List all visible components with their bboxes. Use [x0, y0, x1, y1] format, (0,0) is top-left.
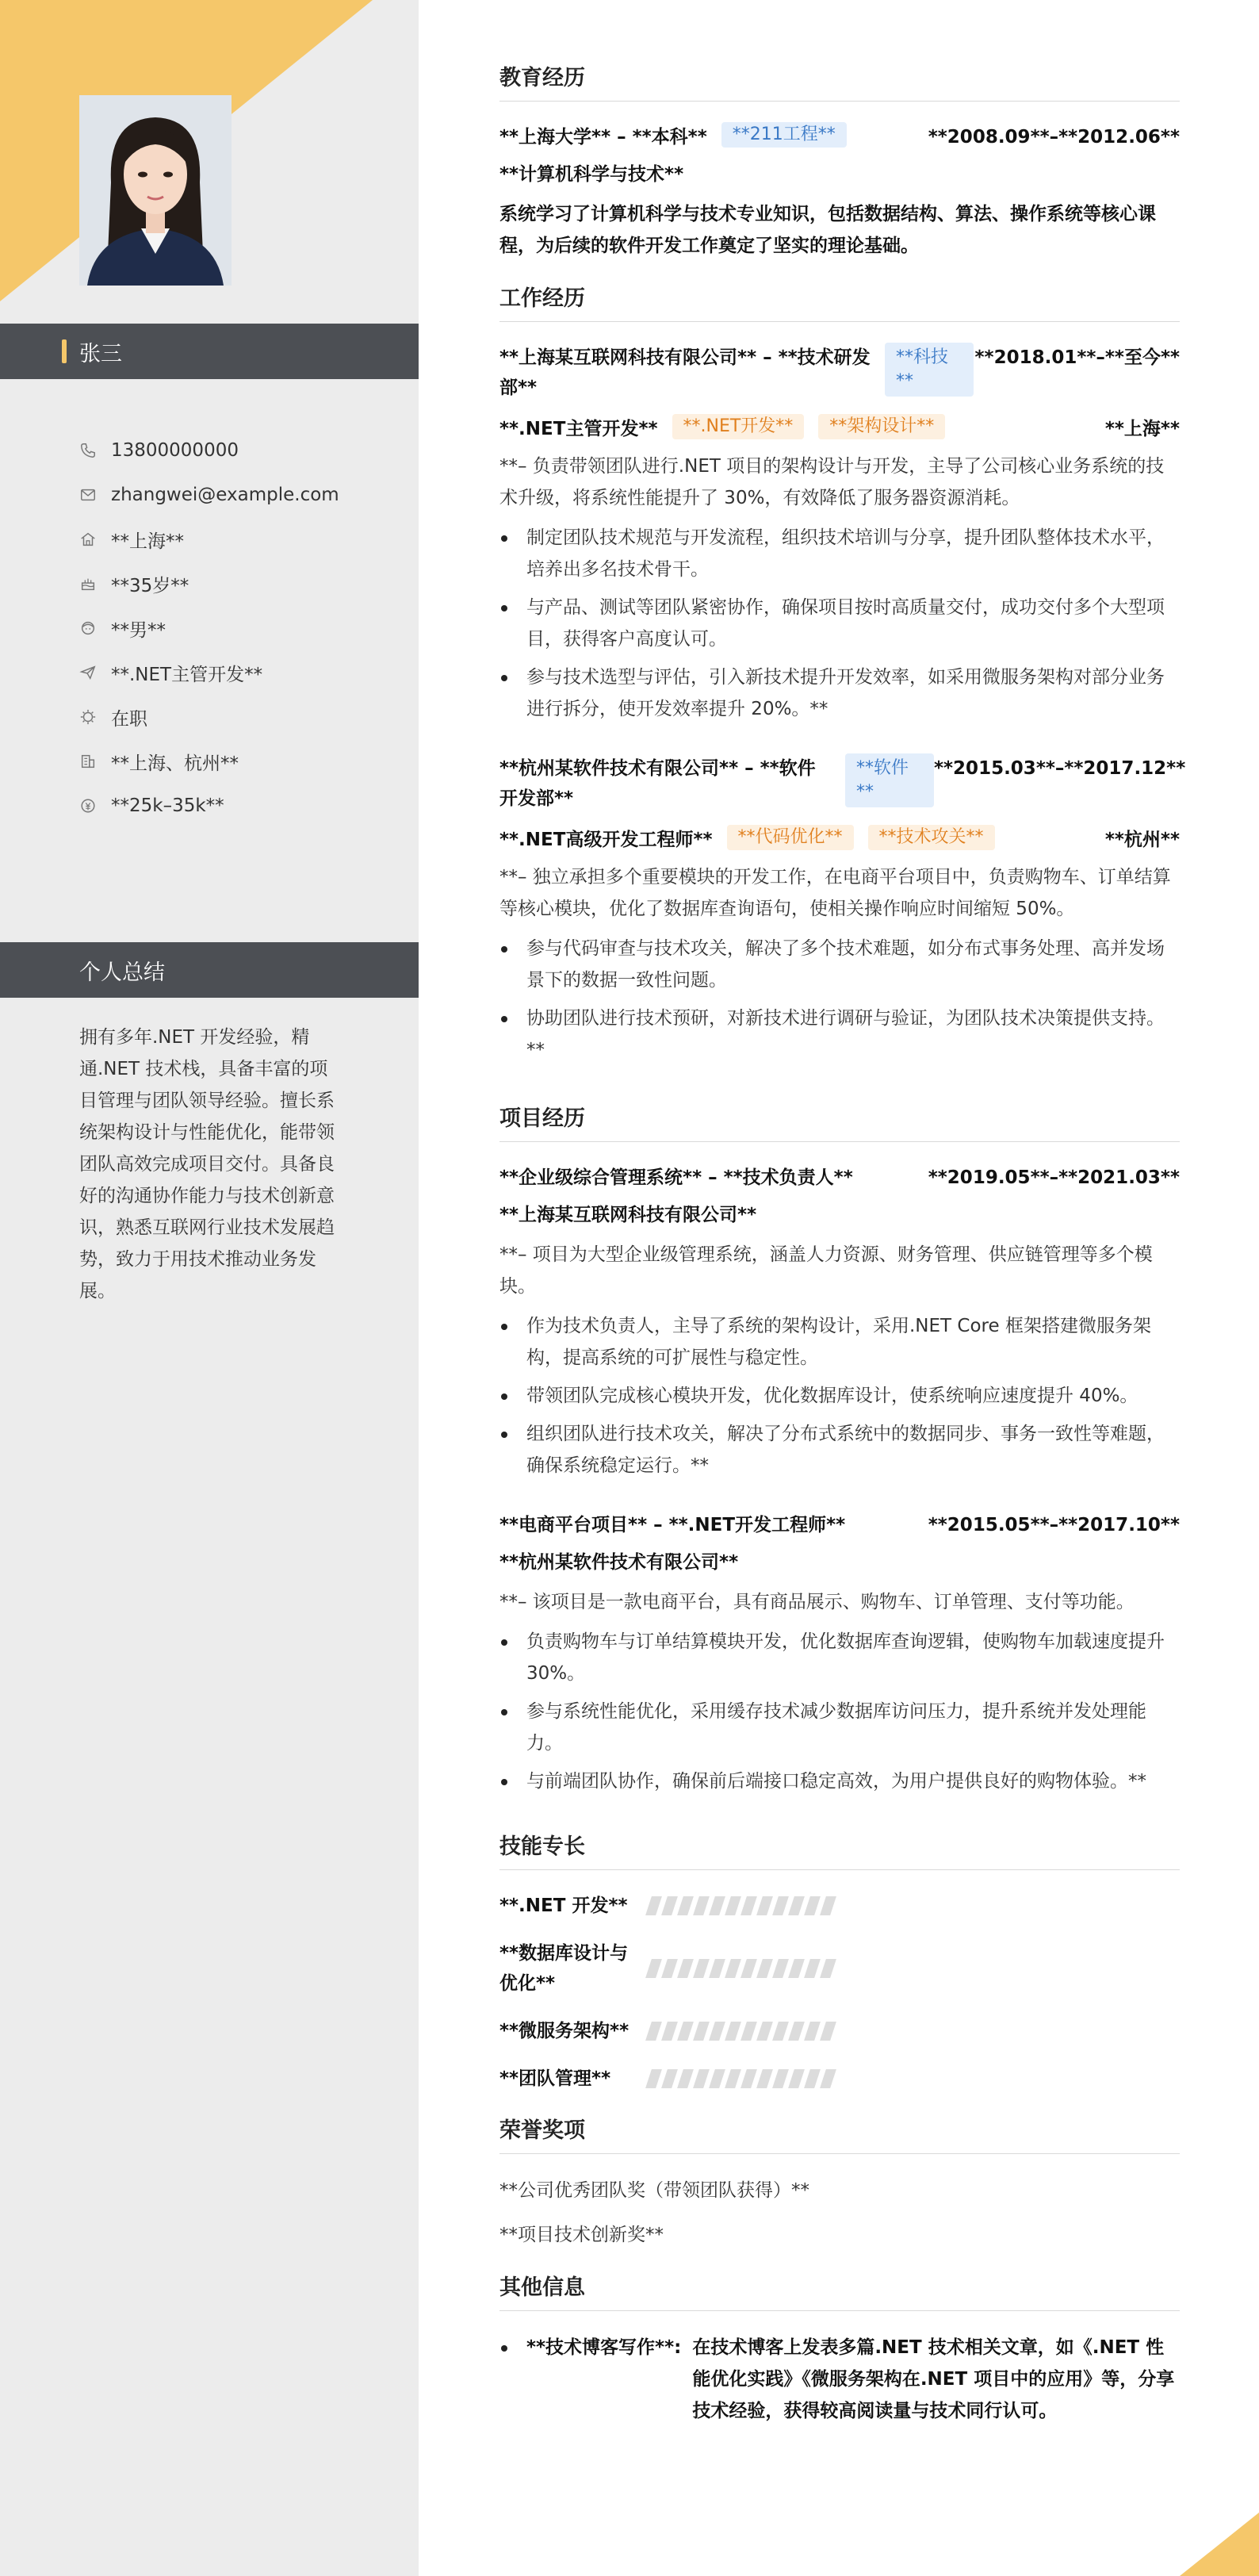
job-company: **上海某互联网科技有限公司** – **技术研发部**	[499, 347, 871, 398]
contact-text: **35岁**	[111, 575, 189, 596]
job-entry	[499, 343, 1180, 725]
contact-locations	[79, 739, 412, 784]
job-role: **.NET主管开发**	[499, 419, 658, 439]
skill-level-bar	[649, 1896, 833, 1915]
contact-status	[79, 695, 412, 739]
contact-text: **.NET主管开发**	[111, 664, 263, 685]
list-item: 带领团队完成核心模块开发，优化数据库设计，使系统响应速度提升 40%。	[499, 1380, 1180, 1412]
job-location: **上海**	[1104, 419, 1180, 439]
job-company-tag: **科技**	[885, 343, 974, 397]
project-name: **电商平台项目** – **.NET开发工程师**	[499, 1515, 846, 1535]
job-role-row	[499, 414, 1180, 444]
building-icon	[79, 753, 97, 770]
skill-row	[499, 2064, 1180, 2094]
summary-text: 拥有多年.NET 开发经验，精通.NET 技术栈，具备丰富的项目管理与团队领导经验。擅长系统架构设计与性能优化，能带领团队高效完成项目交付。具备良好的沟通协作能力与技术创新意识，熟悉互联网行业技术发展趋势，致力于用技术推动业务发展。	[79, 1027, 335, 1301]
list-item: 组织团队进行技术攻关，解决了分布式系统中的数据同步、事务一致性等难题，确保系统稳定运行。**	[499, 1418, 1180, 1482]
project-name: **企业级综合管理系统** – **技术负责人**	[499, 1167, 853, 1188]
skill-row	[499, 1938, 1180, 1999]
project-intro: **– 项目为大型企业级管理系统，涵盖人力资源、财务管理、供应链管理等多个模块。	[499, 1244, 1153, 1297]
contact-text: 在职	[111, 708, 147, 730]
other-item-key: **技术博客写作**:	[526, 2337, 682, 2358]
skill-name: **数据库设计与优化**	[499, 1943, 629, 1994]
job-intro: **– 独立承担多个重要模块的开发工作，在电商平台项目中，负责购物车、订单结算等核心模块，优化了数据库查询语句，使相关操作响应时间缩短 50%。	[499, 867, 1171, 919]
contact-city	[79, 517, 412, 562]
job-header	[499, 343, 1180, 403]
summary-header	[0, 942, 419, 998]
contact-gender	[79, 606, 412, 650]
projects-section	[499, 1101, 1180, 1797]
job-bullets	[499, 522, 1180, 725]
list-item: 负责购物车与订单结算模块开发，优化数据库查询逻辑，使购物车加载速度提升 30%。	[499, 1626, 1180, 1689]
contact-email	[79, 473, 412, 517]
contact-text: **男**	[111, 619, 166, 641]
honor-item: **公司优秀团队奖（带领团队获得）**	[499, 2180, 809, 2201]
job-period: **2015.03**–**2017.12**	[934, 758, 1186, 779]
corner-decoration-bottom	[1180, 2513, 1259, 2576]
main-content	[499, 60, 1186, 2446]
skill-name: **微服务架构**	[499, 2021, 630, 2041]
education-section	[499, 60, 1180, 262]
candidate-name: 张三	[79, 341, 122, 366]
education-period: **2008.09**–**2012.06**	[928, 127, 1180, 148]
job-skill-tag: **.NET开发**	[672, 414, 805, 439]
status-icon	[79, 708, 97, 726]
job-company-group	[499, 343, 974, 403]
phone-icon	[79, 442, 97, 459]
project-period: **2015.05**–**2017.10**	[928, 1515, 1180, 1535]
job-intro: **– 负责带领团队进行.NET 项目的架构设计与开发，主导了公司核心业务系统的技术升级，将系统性能提升了 30%，有效降低了服务器资源消耗。	[499, 456, 1165, 508]
skill-level-bar	[649, 2069, 833, 2088]
send-icon	[79, 664, 97, 681]
contact-age	[79, 562, 412, 606]
gender-icon	[79, 619, 97, 637]
list-item: 协助团队进行技术预研，对新技术进行调研与验证，为团队技术决策提供支持。**	[499, 1002, 1180, 1066]
school-name: **上海大学** – **本科**	[499, 127, 707, 148]
skill-name: **团队管理**	[499, 2068, 611, 2089]
other-item-value: 在技术博客上发表多篇.NET 技术相关文章，如《.NET 性能优化实践》《微服务架构在.NET 项目中的应用》等，分享技术经验，获得较高阅读量与技术同行认可。	[692, 2337, 1175, 2421]
job-skill-tag: **代码优化**	[727, 825, 854, 850]
contact-position	[79, 650, 412, 695]
contact-text: **上海、杭州**	[111, 753, 239, 774]
name-bar	[0, 324, 419, 379]
job-header	[499, 753, 1186, 814]
section-title: 教育经历	[499, 60, 1180, 102]
section-title: 工作经历	[499, 281, 1180, 322]
summary-title: 个人总结	[79, 960, 165, 985]
section-title: 技能专长	[499, 1829, 1180, 1870]
job-skill-tag: **架构设计**	[818, 414, 945, 439]
list-item: 参与系统性能优化，采用缓存技术减少数据库访问压力，提升系统并发处理能力。	[499, 1696, 1180, 1759]
name-accent	[62, 339, 67, 363]
list-item: 制定团队技术规范与开发流程，组织技术培训与分享，提升团队整体技术水平，培养出多名技术骨干。	[499, 522, 1180, 585]
contact-salary	[79, 784, 412, 828]
section-title: 荣誉奖项	[499, 2113, 1180, 2154]
other-section	[499, 2270, 1180, 2427]
education-school-group	[499, 122, 847, 152]
list-item: 参与代码审查与技术攻关，解决了多个技术难题，如分布式事务处理、高并发场景下的数据一致性问题。	[499, 933, 1180, 996]
job-role-row	[499, 825, 1180, 855]
job-company-group	[499, 753, 934, 814]
avatar-portrait	[79, 95, 232, 286]
section-title: 项目经历	[499, 1101, 1180, 1142]
job-role-group	[499, 414, 945, 444]
job-company: **杭州某软件技术有限公司** – **软件开发部**	[499, 758, 816, 809]
work-section	[499, 281, 1186, 1066]
list-item: 参与技术选型与评估，引入新技术提升开发效率，如采用微服务架构对部分业务进行拆分，使开发效率提升 20%。**	[499, 661, 1180, 725]
job-location: **杭州**	[1104, 830, 1180, 850]
cake-icon	[79, 575, 97, 592]
major: **计算机科学与技术**	[499, 164, 684, 185]
job-skill-tag: **技术攻关**	[868, 825, 995, 850]
job-company-tag: **软件**	[845, 753, 934, 807]
job-period: **2018.01**–**至今**	[974, 347, 1180, 368]
home-icon	[79, 531, 97, 548]
contact-text: **25k–35k**	[111, 795, 224, 816]
project-header	[499, 1163, 1180, 1193]
list-item: 与产品、测试等团队紧密协作，确保项目按时高质量交付，成功交付多个大型项目，获得客户高度认可。	[499, 592, 1180, 655]
education-header	[499, 122, 1180, 152]
list-item: 与前端团队协作，确保前后端接口稳定高效，为用户提供良好的购物体验。**	[499, 1765, 1180, 1797]
project-company: **上海某互联网科技有限公司**	[499, 1205, 757, 1225]
contact-list	[79, 428, 412, 828]
project-entry	[499, 1510, 1180, 1797]
contact-phone	[79, 428, 412, 473]
other-item	[499, 2332, 1180, 2427]
project-period: **2019.05**–**2021.03**	[928, 1167, 1180, 1188]
job-role-group	[499, 825, 995, 855]
skill-name: **.NET 开发**	[499, 1896, 628, 1916]
skills-section	[499, 1829, 1180, 2094]
skill-level-bar	[649, 2022, 833, 2041]
money-icon	[79, 797, 97, 815]
project-entry	[499, 1163, 1180, 1482]
list-item: 作为技术负责人，主导了系统的架构设计，采用.NET Core 框架搭建微服务架构，提高系统的可扩展性与稳定性。	[499, 1310, 1180, 1374]
project-bullets	[499, 1626, 1180, 1797]
job-role: **.NET高级开发工程师**	[499, 830, 713, 850]
school-tag: **211工程**	[721, 122, 847, 148]
education-desc: 系统学习了计算机科学与技术专业知识，包括数据结构、算法、操作系统等核心课程，为后续的软件开发工作奠定了坚实的理论基础。	[499, 204, 1156, 256]
skill-level-bar	[649, 1959, 833, 1978]
mail-icon	[79, 486, 97, 504]
avatar	[79, 95, 232, 286]
project-company: **杭州某软件技术有限公司**	[499, 1552, 739, 1573]
job-bullets	[499, 933, 1180, 1066]
job-entry	[499, 753, 1186, 1066]
skill-row	[499, 1891, 1180, 1921]
project-intro: **– 该项目是一款电商平台，具有商品展示、购物车、订单管理、支付等功能。	[499, 1592, 1135, 1612]
honor-item: **项目技术创新奖**	[499, 2225, 664, 2245]
project-header	[499, 1510, 1180, 1540]
project-bullets	[499, 1310, 1180, 1482]
section-title: 其他信息	[499, 2270, 1180, 2311]
sidebar	[0, 0, 419, 2576]
skill-row	[499, 2016, 1180, 2046]
contact-text: zhangwei@example.com	[111, 485, 339, 505]
contact-text: **上海**	[111, 531, 184, 552]
contact-text: 13800000000	[111, 440, 239, 461]
honors-section	[499, 2113, 1180, 2251]
